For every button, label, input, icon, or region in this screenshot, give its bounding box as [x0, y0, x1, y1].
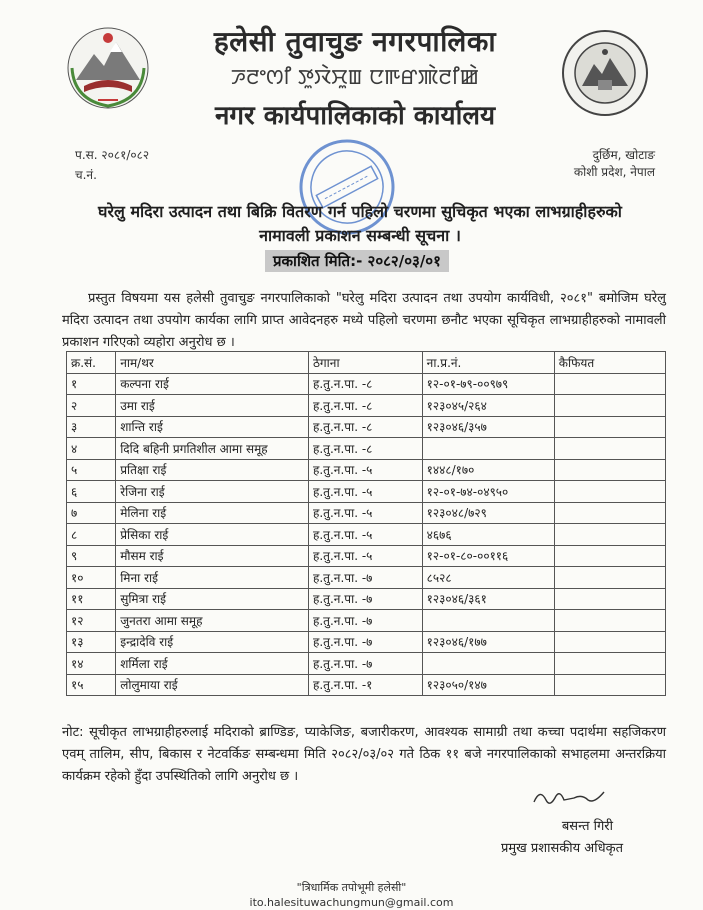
notice-title-line-1: घरेलु मदिरा उत्पादन तथा बिक्रि वितरण गर्न पहिलो चरणमा सुचिकृत भएका लाभग्राहीहरुको	[98, 202, 622, 221]
table-row	[67, 674, 666, 696]
cell-address: ह.तु.न.पा. -५	[308, 481, 422, 503]
cell-name: मिना राई	[116, 567, 309, 589]
nepal-emblem-logo	[62, 20, 154, 112]
cell-serial: ८	[67, 524, 116, 546]
cell-serial: १०	[67, 567, 116, 589]
municipality-title: हलेसी तुवाचुङ नगरपालिका	[213, 25, 497, 58]
cell-remarks	[554, 416, 665, 438]
beneficiary-table	[66, 351, 666, 696]
table-row	[67, 653, 666, 675]
table-row	[67, 459, 666, 481]
cell-name: शर्मिला राई	[116, 653, 309, 675]
cell-serial: २	[67, 395, 116, 417]
cell-remarks	[554, 459, 665, 481]
table-row	[67, 481, 666, 503]
cell-address: ह.तु.न.पा. -५	[308, 502, 422, 524]
table-row	[67, 524, 666, 546]
footer-email: ito.halesituwachungmun@gmail.com	[249, 896, 454, 909]
cell-name: उमा राई	[116, 395, 309, 417]
cell-serial: ११	[67, 588, 116, 610]
cell-citizenship-no: १२३०४६/३६१	[422, 588, 554, 610]
cell-serial: ४	[67, 438, 116, 460]
cell-serial: ९	[67, 545, 116, 567]
cell-name: कल्पना राई	[116, 373, 309, 395]
table-row	[67, 373, 666, 395]
office-title: नगर कार्यपालिकाको कार्यालय	[214, 101, 496, 131]
cell-address: ह.तु.न.पा. -८	[308, 416, 422, 438]
cell-remarks	[554, 481, 665, 503]
cell-serial: ३	[67, 416, 116, 438]
signatory-name: बसन्त गिरी	[561, 819, 613, 834]
cell-citizenship-no: १२३०४६/३५७	[422, 416, 554, 438]
cell-name: दिदि बहिनी प्रगतिशील आमा समूह	[116, 438, 309, 460]
cell-name: प्रेसिका राई	[116, 524, 309, 546]
cell-address: ह.तु.न.पा. -५	[308, 545, 422, 567]
cell-remarks	[554, 567, 665, 589]
table-row	[67, 631, 666, 653]
cell-citizenship-no: ८५२८	[422, 567, 554, 589]
cell-name: लोलुमाया राई	[116, 674, 309, 696]
cell-citizenship-no: १२३०४६/१७७	[422, 631, 554, 653]
cell-citizenship-no: १२-०१-७४-०४९५०	[422, 481, 554, 503]
reference-number: प.स. २०८१/०८२	[75, 148, 150, 162]
cell-citizenship-no: १४४८/१७०	[422, 459, 554, 481]
cell-address: ह.तु.न.पा. -७	[308, 653, 422, 675]
header-address: ठेगाना	[308, 352, 422, 374]
cell-citizenship-no: १२३०४५/२६४	[422, 395, 554, 417]
header-serial: क्र.सं.	[67, 352, 116, 374]
table-row	[67, 545, 666, 567]
cell-name: जुनतरा आमा समूह	[116, 610, 309, 632]
cell-name: मौसम राई	[116, 545, 309, 567]
cell-name: सुमित्रा राई	[116, 588, 309, 610]
cell-address: ह.तु.न.पा. -७	[308, 588, 422, 610]
cell-remarks	[554, 653, 665, 675]
cell-citizenship-no	[422, 610, 554, 632]
cell-name: रेजिना राई	[116, 481, 309, 503]
header-name: नाम/थर	[116, 352, 309, 374]
municipality-title-kirat-script: ꯍꯂꯦꯁꯤ ꯇꯨꯋꯥꯆꯨꯡ ꯅꯒꯔꯄꯥꯂꯤꯀꯥ	[230, 65, 480, 89]
cell-serial: १३	[67, 631, 116, 653]
cell-remarks	[554, 631, 665, 653]
table-row	[67, 416, 666, 438]
cell-serial: ६	[67, 481, 116, 503]
cell-address: ह.तु.न.पा. -५	[308, 524, 422, 546]
cell-remarks	[554, 524, 665, 546]
cell-citizenship-no: १२३०४८/७२९	[422, 502, 554, 524]
dispatch-number-label: च.नं.	[75, 168, 97, 182]
cell-name: मेलिना राई	[116, 502, 309, 524]
cell-address: ह.तु.न.पा. -७	[308, 610, 422, 632]
cell-citizenship-no: ४६७६	[422, 524, 554, 546]
cell-remarks	[554, 502, 665, 524]
cell-remarks	[554, 588, 665, 610]
cell-serial: १४	[67, 653, 116, 675]
cell-serial: १५	[67, 674, 116, 696]
notice-title-line-2: नामावली प्रकाशन सम्बन्धी सूचना ।	[259, 226, 461, 245]
notice-body	[62, 288, 666, 354]
municipality-seal-logo	[560, 28, 650, 118]
cell-address: ह.तु.न.पा. -७	[308, 567, 422, 589]
note-paragraph: नोट: सूचीकृत लाभग्राहीहरुलाई मदिराको ब्राण्डिङ, प्याकेजिङ, बजारीकरण, आवश्यक सामाग्री तथा कच्चा पदार्थमा सहजिकरण एवम् तालिम, सीप, बिकास र नेटवर्किङ सम्बन्धमा मिति २०८२/०३/०२ गते ठिक ११ बजे नगरपालिकाको सभाहलमा अन्तरक्रिया कार्यक्रम रहेको हुँदा उपस्थितिको लागि अनुरोध छ ।	[62, 725, 666, 784]
header-remarks: कैफियत	[554, 352, 665, 374]
cell-remarks	[554, 395, 665, 417]
cell-remarks	[554, 610, 665, 632]
cell-address: ह.तु.न.पा. -१	[308, 674, 422, 696]
notice-body-text: प्रस्तुत विषयमा यस हलेसी तुवाचुङ नगरपालिकाको "घरेलु मदिरा उत्पादन तथा उपयोग कार्यविधी, २०८१" बमोजिम घरेलु मदिरा उत्पादन तथा उपयोग कार्यका लागि प्राप्त आवेदनहरु मध्ये पहिलो चरणमा छनौट भएका सूचिकृत लाभग्राहीहरुको नामावली प्रकाशन गरिएको व्यहोरा अनुरोध छ ।	[62, 291, 666, 350]
cell-address: ह.तु.न.पा. -५	[308, 459, 422, 481]
cell-name: इन्द्रादेवि राई	[116, 631, 309, 653]
handwritten-signature	[530, 786, 610, 810]
address-line-1: दुर्छिम, खोटाङ	[592, 148, 655, 162]
cell-serial: ७	[67, 502, 116, 524]
table-row	[67, 395, 666, 417]
footer-motto: "त्रिधार्मिक तपोभूमी हलेसी"	[296, 881, 407, 894]
table-header-row	[67, 352, 666, 374]
cell-citizenship-no: १२३०५०/१४७	[422, 674, 554, 696]
cell-address: ह.तु.न.पा. -८	[308, 373, 422, 395]
signatory-designation: प्रमुख प्रशासकीय अधिकृत	[500, 841, 623, 856]
cell-address: ह.तु.न.पा. -८	[308, 438, 422, 460]
header-citizenship-no: ना.प्र.नं.	[422, 352, 554, 374]
cell-citizenship-no: १२-०१-८०-००११६	[422, 545, 554, 567]
published-date: प्रकाशित मिति:- २०८२/०३/०१	[265, 250, 449, 272]
cell-remarks	[554, 674, 665, 696]
cell-citizenship-no: १२-०१-७९-००९७९	[422, 373, 554, 395]
table-row	[67, 502, 666, 524]
table-row	[67, 588, 666, 610]
cell-remarks	[554, 373, 665, 395]
cell-serial: १	[67, 373, 116, 395]
cell-address: ह.तु.न.पा. -८	[308, 395, 422, 417]
cell-address: ह.तु.न.पा. -७	[308, 631, 422, 653]
cell-name: प्रतिक्षा राई	[116, 459, 309, 481]
address-line-2: कोशी प्रदेश, नेपाल	[573, 165, 655, 179]
cell-citizenship-no	[422, 653, 554, 675]
cell-remarks	[554, 545, 665, 567]
cell-citizenship-no	[422, 438, 554, 460]
cell-name: शान्ति राई	[116, 416, 309, 438]
table-row	[67, 567, 666, 589]
cell-serial: ५	[67, 459, 116, 481]
table-row	[67, 610, 666, 632]
table-row	[67, 438, 666, 460]
cell-remarks	[554, 438, 665, 460]
cell-serial: १२	[67, 610, 116, 632]
